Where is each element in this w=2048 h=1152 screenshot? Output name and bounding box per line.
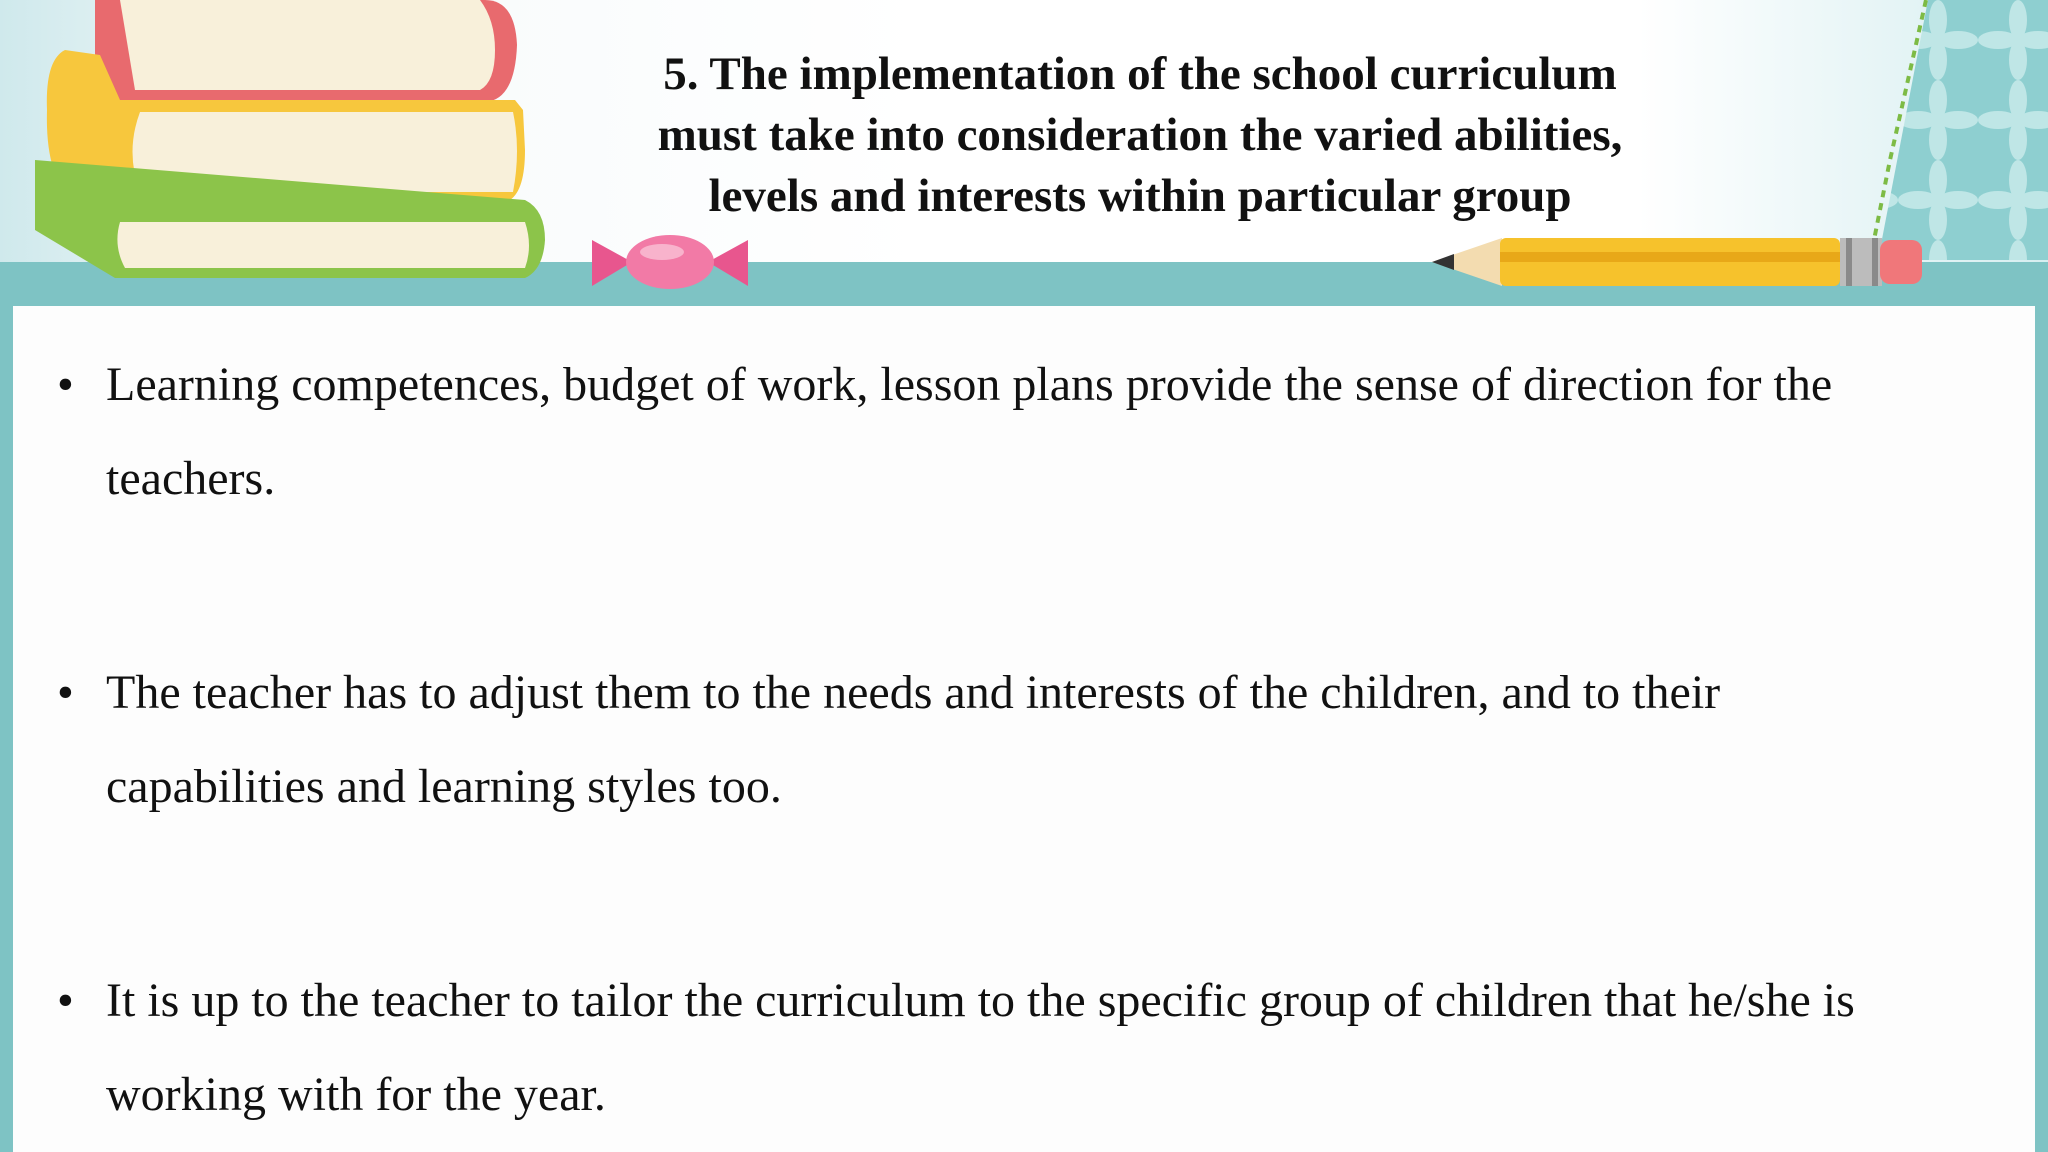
bullet-line: capabilities and learning styles too. (106, 760, 782, 813)
book-stack-icon (25, 0, 555, 290)
bullet-line: teachers. (106, 452, 276, 505)
bullet-text (106, 338, 2006, 526)
bullet-line: It is up to the teacher to tailor the curriculum to the specific group of children that he/she is (106, 974, 1855, 1027)
title-line: levels and interests within particular group (708, 170, 1572, 222)
slide-title (560, 44, 1720, 227)
bullet-line: The teacher has to adjust them to the needs and interests of the children, and to their (106, 666, 1721, 719)
bullet-line: working with for the year. (106, 1068, 606, 1121)
bullet-line: Learning competences, budget of work, lesson plans provide the sense of direction for the (106, 358, 1833, 411)
bullet-text (106, 646, 2006, 834)
bullet-icon: • (57, 666, 74, 719)
bullet-icon: • (57, 358, 74, 411)
title-line: 5. The implementation of the school curriculum (663, 48, 1617, 100)
bullet-text (106, 954, 2006, 1142)
content-panel (13, 306, 2035, 1152)
bullet-icon: • (57, 974, 74, 1027)
candy-icon (592, 232, 748, 292)
pencil-icon (1432, 236, 1932, 288)
title-line: must take into consideration the varied abilities, (657, 109, 1623, 161)
